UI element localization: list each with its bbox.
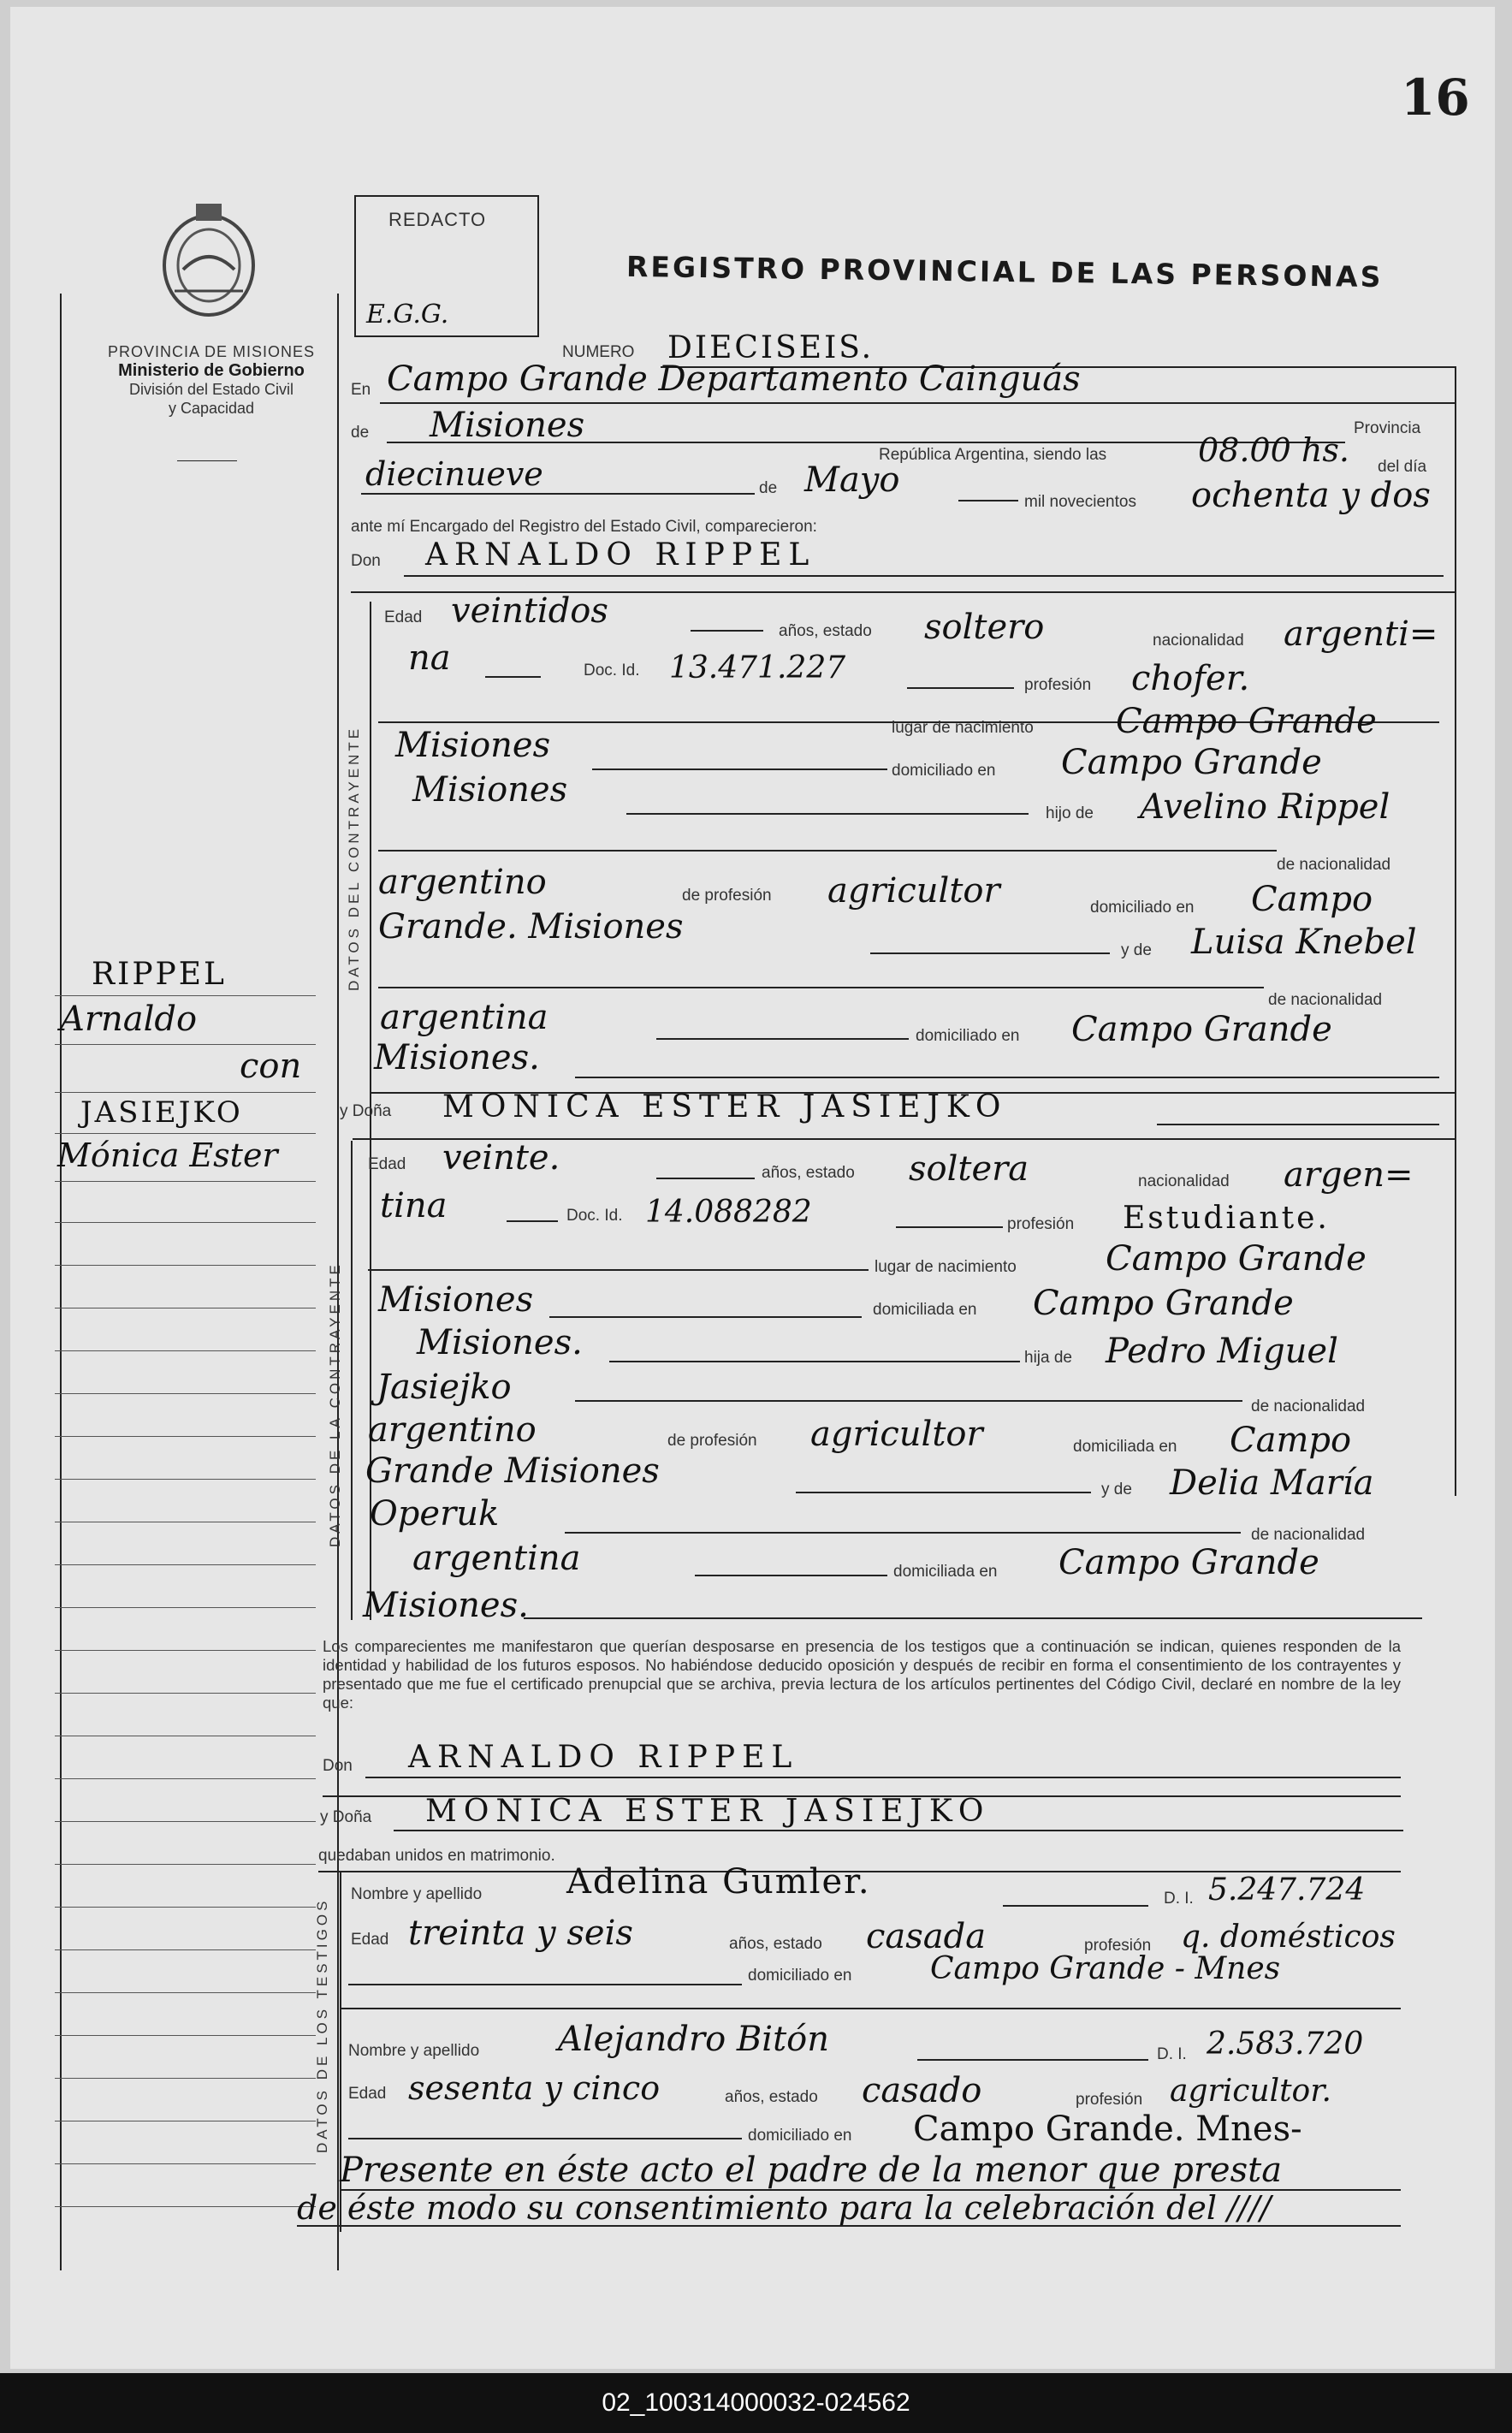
w1-domicile: Campo Grande - Mnes [930,1951,1281,1986]
w1-status: casada [866,1917,987,1956]
redacto-initials: E.G.G. [366,300,449,329]
bride-mdom-label: domiciliada en [893,1563,998,1581]
closing-dona-label: y Doña [320,1808,372,1826]
bride-prof-label: profesión [1007,1215,1075,1233]
margin-surname-bride: JASIEJKO [80,1095,243,1130]
bride-father-nat: argentino [368,1410,537,1450]
groom-father-prof: agricultor [827,871,1000,911]
w2-domicile: Campo Grande. Mnes- [913,2110,1302,2149]
bride-mnac-label: de nacionalidad [1251,1526,1366,1544]
bride-mother-b: Operuk [370,1494,500,1534]
act-number: DIECISEIS. [667,330,875,365]
act-month: Mayo [804,460,900,500]
bride-mother-nat: argentina [412,1539,581,1578]
groom-nationality-a: argenti= [1284,614,1438,654]
bride-mother-dom-a: Campo Grande [1058,1543,1319,1582]
w2-name: Alejandro Bitón [558,2020,829,2059]
page-number: 16 [1401,68,1470,127]
groom-father-nat: argentino [378,863,547,902]
bride-dom-label: domiciliada en [873,1301,977,1319]
org-line-3: División del Estado Civil [128,381,294,398]
don-label: Don [351,552,381,570]
w1-age: treinta y seis [408,1914,633,1953]
groom-status: soltero [924,608,1045,647]
bride-nationality-a: argen= [1284,1155,1414,1195]
bride-anos-label: años, estado [762,1164,855,1182]
redacto-box [354,195,539,337]
bride-father-prof: agricultor [810,1415,983,1454]
groom-mother-dom-a: Campo Grande [1071,1010,1332,1049]
w2-edad-label: Edad [348,2085,387,2103]
act-time: 08.00 hs. [1198,431,1349,469]
act-day: diecinueve [365,455,543,493]
bride-mother-dom-b: Misiones. [363,1586,529,1625]
w1-nombre-label: Nombre y apellido [351,1885,483,1903]
numero-label: NUMERO [562,343,635,361]
groom-nationality-b: na [408,638,451,678]
groom-dom-label: domiciliado en [892,762,996,780]
groom-yde-label: y de [1121,941,1152,959]
groom-nac-label: nacionalidad [1153,632,1244,650]
bride-birthplace-a: Campo Grande [1106,1239,1367,1279]
w2-anos-label: años, estado [725,2088,818,2106]
closing-don-label: Don [323,1757,353,1775]
org-line-4: y Capacidad [168,400,255,417]
closing-bride: MONICA ESTER JASIEJKO [425,1794,991,1829]
quedaban-label: quedaban unidos en matrimonio. [318,1847,555,1865]
w2-dom-label: domiciliado en [748,2127,852,2145]
groom-doc: 13.471.227 [669,650,846,685]
mil-label: mil novecientos [1024,493,1136,511]
republica-label: República Argentina, siendo las [879,446,1107,464]
bride-age: veinte. [442,1138,560,1178]
groom-birthplace-a: Campo Grande [1116,702,1377,741]
groom-doc-label: Doc. Id. [584,662,640,679]
bride-father-dom-a: Campo [1230,1421,1352,1460]
redacto-label: REDACTO [388,209,487,230]
bride-edad-label: Edad [368,1155,406,1173]
bride-fprof-label: de profesión [667,1432,757,1450]
bride-father-b: Jasiejko [377,1368,512,1407]
w1-di: 5.247.724 [1208,1872,1366,1908]
groom-mother-nat: argentina [380,998,548,1037]
bride-birthplace-b: Misiones [378,1280,534,1320]
del-dia-label: del día [1378,458,1427,476]
groom-birthplace-b: Misiones [395,726,551,765]
provincia-label: Provincia [1354,419,1421,437]
w2-status: casado [862,2071,982,2110]
groom-prof-label: profesión [1024,676,1092,694]
de-label: de [351,424,370,442]
record-page [10,7,1495,2369]
witness-section-label: DATOS DE LOS TESTIGOS [314,1897,330,2153]
groom-hijo-label: hijo de [1046,804,1094,822]
bride-status: soltera [909,1149,1029,1189]
groom-profession: chofer. [1131,659,1250,698]
groom-edad-label: Edad [384,608,423,626]
bride-name: MONICA ESTER JASIEJKO [442,1089,1008,1125]
w2-di: 2.583.720 [1207,2027,1364,2062]
groom-father: Avelino Rippel [1140,787,1390,827]
provincial-seal-icon [149,197,269,325]
w1-profession: q. domésticos [1181,1920,1396,1955]
bride-hija-label: hija de [1024,1349,1072,1367]
en-label: En [351,381,371,399]
bride-doc-label: Doc. Id. [566,1207,623,1225]
ante-label: ante mí Encargado del Registro del Estado Civil, comparecieron: [351,518,817,536]
page-title: REGISTRO PROVINCIAL DE LAS PERSONAS [626,249,1384,294]
bride-fnac-label: de nacionalidad [1251,1397,1366,1415]
org-line-2: Ministerio de Gobierno [118,361,305,380]
bride-doc: 14.088282 [645,1195,812,1230]
w2-age: sesenta y cinco [408,2069,661,2107]
groom-section-label: DATOS DEL CONTRAYENTE [346,725,362,991]
margin-name-groom: Arnaldo [60,1000,198,1039]
groom-father-dom-a: Campo [1251,880,1373,919]
w1-dom-label: domiciliado en [748,1967,852,1985]
bride-fdom-label: domiciliada en [1073,1438,1177,1456]
groom-mnac-label: de nacionalidad [1268,991,1383,1009]
act-year: ochenta y dos [1191,476,1431,515]
bride-father: Pedro Miguel [1106,1332,1338,1371]
bride-domicile-b: Misiones. [417,1323,583,1362]
footer-code: 02_100314000032-024562 [0,2373,1512,2433]
groom-name: ARNALDO RIPPEL [425,537,816,573]
note-line-2: de éste modo su consentimiento para la celebración del //// [297,2189,1272,2227]
bride-yde-label: y de [1101,1481,1132,1498]
groom-age: veintidos [451,591,608,631]
groom-fnac-label: de nacionalidad [1277,856,1391,874]
groom-fdom-label: domiciliado en [1090,899,1195,917]
w2-di-label: D. I. [1157,2045,1187,2063]
org-line-1: PROVINCIA DE MISIONES [107,343,316,360]
w1-prof-label: profesión [1084,1937,1152,1955]
bride-domicile-a: Campo Grande [1033,1284,1294,1323]
w2-prof-label: profesión [1076,2091,1143,2109]
closing-groom: ARNALDO RIPPEL [408,1740,799,1775]
groom-domicile-a: Campo Grande [1061,743,1322,782]
bride-profession: Estudiante. [1123,1201,1330,1236]
bride-mother: Delia María [1170,1463,1374,1503]
dona-label: y Doña [340,1102,392,1120]
w1-edad-label: Edad [351,1931,389,1949]
margin-surname-groom: RIPPEL [92,957,227,992]
margin-con: con [240,1047,302,1086]
bride-father-dom-b: Grande Misiones [365,1451,660,1491]
groom-domicile-b: Misiones [412,770,568,810]
de-mes-label: de [759,479,778,497]
groom-mother-dom-b: Misiones. [374,1038,540,1077]
act-place: Campo Grande Departamento Cainguás [387,359,1081,399]
w2-profession: agricultor. [1170,2074,1331,2109]
groom-lugar-label: lugar de nacimiento [892,719,1034,737]
bride-nationality-b: tina [380,1186,448,1225]
bride-lugar-label: lugar de nacimiento [875,1258,1017,1276]
w1-name: Adelina Gumler. [566,1862,871,1902]
groom-mdom-label: domiciliado en [916,1027,1020,1045]
declaration-text: Los comparecientes me manifestaron que querían desposarse en presencia de los testigos que a continuación se indican, quienes responden de la identidad y habilidad de los futuros esposos. No habiéndose deducido oposición y después de recibir en forma el consentimiento de los contrayentes y presentado que me fue el certificado prenupcial que se archiva, previa lectura de los artículos pertinentes del Código Civil, declaré en nombre de la ley que: [323,1637,1401,1712]
w1-anos-label: años, estado [729,1935,822,1953]
note-line-1: Presente en éste acto el padre de la menor que presta [340,2151,1283,2190]
w2-nombre-label: Nombre y apellido [348,2042,480,2060]
bride-section-label: DATOS DE LA CONTRAYENTE [327,1261,343,1547]
bride-nac-label: nacionalidad [1138,1172,1230,1190]
groom-fprof-label: de profesión [682,887,772,905]
groom-mother: Luisa Knebel [1191,923,1417,962]
groom-anos-label: años, estado [779,622,872,640]
margin-name-bride: Mónica Ester [57,1136,278,1174]
act-province: Misiones [430,406,585,445]
groom-father-dom-b: Grande. Misiones [378,907,684,946]
w1-di-label: D. I. [1164,1890,1194,1908]
